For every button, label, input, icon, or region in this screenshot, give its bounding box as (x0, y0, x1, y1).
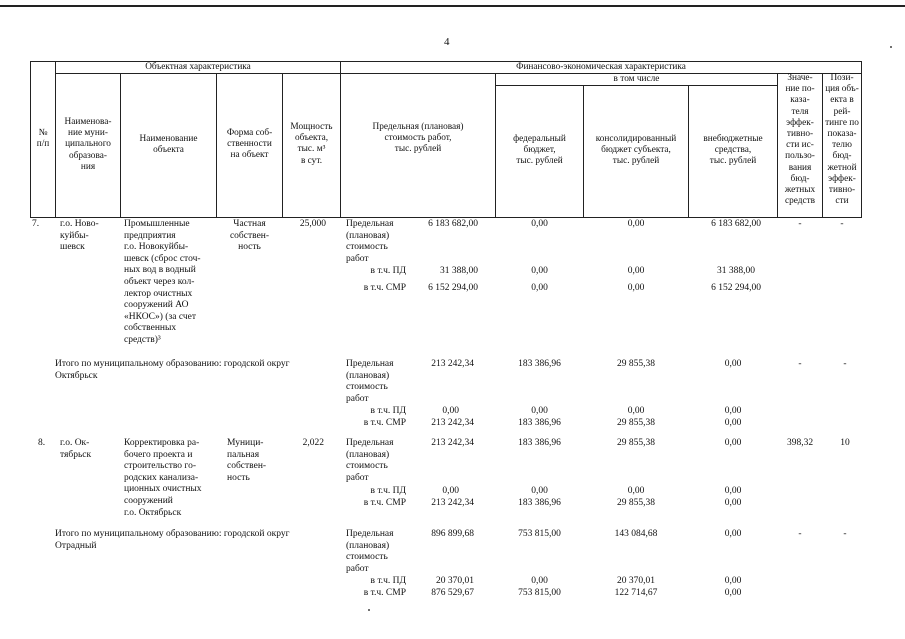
row-consolidated: 29 855,38 (617, 438, 655, 448)
row-offbudget-pd: 31 388,00 (717, 266, 755, 276)
row-offbudget-smr: 0,00 (724, 498, 742, 508)
row-offbudget: 0,00 (724, 438, 742, 448)
row-consolidated: 143 084,68 (614, 529, 658, 539)
row-position: - (840, 219, 844, 229)
row-ownership: Муници- пальная собствен- ность (227, 438, 267, 483)
row-federal-smr: 0,00 (531, 283, 548, 293)
row-offbudget-smr: 6 152 294,00 (711, 283, 761, 293)
header-col-num: № п/п (36, 128, 50, 150)
row-total-smr: 6 152 294,00 (428, 283, 478, 293)
row-federal: 183 386,96 (518, 359, 561, 369)
row-offbudget: 0,00 (724, 529, 742, 539)
row-municipality: г.о. Ок- тябрьск (60, 438, 92, 460)
scan-speck (890, 46, 892, 48)
row-object: Промышленные предприятия г.о. Новокуйбы- шевск (сброс сточ- ных вод в водный объект через кол- лектор очистных сооружений АО «НКОС») (за счет собственных средств)³ (124, 219, 201, 345)
summary-label: Итого по муниципальному образованию: городской округ Октябрьск (55, 359, 290, 381)
row-sub-pd: в т.ч. ПД (370, 486, 406, 496)
row-federal: 183 386,96 (518, 438, 561, 448)
scan-speck (368, 609, 370, 611)
header-col-municipality: Наименова- ние муни- ципального образова- ния (64, 117, 112, 172)
row-total: 213 242,34 (431, 438, 474, 448)
row-total-pd: 31 388,00 (440, 266, 478, 276)
row-capacity: 25,000 (299, 219, 326, 229)
row-sub-smr: в т.ч. СМР (363, 498, 406, 508)
row-offbudget: 6 183 682,00 (711, 219, 761, 229)
row-consolidated-smr: 29 855,38 (617, 418, 655, 428)
row-offbudget-pd: 0,00 (724, 486, 742, 496)
row-cost-label: Предельная (плановая) стоимость работ (346, 529, 394, 574)
row-consolidated-smr: 29 855,38 (617, 498, 655, 508)
header-col-consolidated: консолидированный бюджет субъекта, тыс. рублей (595, 134, 677, 167)
row-efficiency: - (798, 529, 802, 539)
row-consolidated-smr: 122 714,67 (614, 588, 658, 598)
row-total: 6 183 682,00 (428, 219, 478, 229)
row-total-pd: 0,00 (442, 406, 459, 416)
row-total: 896 899,68 (431, 529, 474, 539)
row-federal-pd: 0,00 (531, 266, 548, 276)
row-total-smr: 213 242,34 (431, 418, 474, 428)
row-cost-label: Предельная (плановая) стоимость работ (346, 438, 394, 483)
row-total-pd: 0,00 (442, 486, 459, 496)
header-in-total: в том числе (613, 74, 660, 84)
row-offbudget-smr: 0,00 (724, 588, 742, 598)
row-cost-label: Предельная (плановая) стоимость работ (346, 219, 394, 264)
row-consolidated-pd: 20 370,01 (617, 576, 655, 586)
header-col-offbudget: внебюджетные средства, тыс. рублей (703, 134, 763, 167)
page-number: 4 (444, 36, 450, 48)
row-federal: 753 815,00 (518, 529, 561, 539)
row-total-smr: 213 242,34 (431, 498, 474, 508)
row-cost-label: Предельная (плановая) стоимость работ (346, 359, 394, 404)
row-offbudget-pd: 0,00 (724, 406, 742, 416)
row-sub-pd: в т.ч. ПД (370, 266, 406, 276)
header-col-limit-cost: Предельная (плановая) стоимость работ, тыс. рублей (372, 122, 464, 155)
header-col-ownership: Форма соб- ственности на объект (226, 128, 273, 161)
row-offbudget: 0,00 (724, 359, 742, 369)
row-federal-smr: 183 386,96 (518, 418, 561, 428)
row-efficiency: 398,32 (786, 438, 814, 448)
row-position: - (843, 359, 847, 369)
row-capacity: 2,022 (302, 438, 324, 448)
row-position: - (843, 529, 847, 539)
row-federal-smr: 183 386,96 (518, 498, 561, 508)
row-federal-smr: 753 815,00 (518, 588, 561, 598)
row-total-smr: 876 529,67 (431, 588, 474, 598)
row-consolidated: 29 855,38 (617, 359, 655, 369)
header-col-position: Пози- ция объ- екта в рей- тинге по показа- телю бюд- жетной эффек- тивно- сти (825, 73, 859, 207)
header-col-efficiency: Значе- ние по- каза- теля эффек- тивно- сти ис- пользо- вания бюд- жетных средств (784, 73, 816, 207)
row-consolidated-pd: 0,00 (627, 486, 645, 496)
row-offbudget-pd: 0,00 (724, 576, 742, 586)
row-sub-smr: в т.ч. СМР (363, 588, 406, 598)
row-sub-smr: в т.ч. СМР (363, 418, 406, 428)
top-border-line (0, 5, 905, 7)
row-number: 8. (38, 438, 46, 448)
row-sub-pd: в т.ч. ПД (370, 406, 406, 416)
row-consolidated-smr: 0,00 (627, 283, 645, 293)
header-finance-group: Финансово-экономическая характеристика (516, 62, 686, 72)
row-sub-smr: в т.ч. СМР (363, 283, 406, 293)
row-ownership: Частная собствен- ность (229, 219, 270, 253)
summary-label: Итого по муниципальному образованию: городской округ Отрадный (55, 529, 290, 551)
header-col-object: Наименование объекта (139, 134, 198, 156)
row-efficiency: - (798, 359, 802, 369)
header-col-capacity: Мощность объекта, тыс. м³ в сут. (290, 122, 333, 166)
row-federal-pd: 0,00 (531, 486, 548, 496)
row-federal: 0,00 (531, 219, 548, 229)
row-consolidated: 0,00 (627, 219, 645, 229)
row-municipality: г.о. Ново- куйбы- шевск (60, 219, 99, 253)
row-federal-pd: 0,00 (531, 406, 548, 416)
row-object: Корректировка ра- бочего проекта и строительство го- родских канализа- ционных очистных сооружений г.о. Октябрьск (124, 438, 202, 518)
header-object-group: Объектная характеристика (145, 62, 251, 72)
row-position: 10 (840, 438, 850, 448)
row-offbudget-smr: 0,00 (724, 418, 742, 428)
row-total: 213 242,34 (431, 359, 474, 369)
row-total-pd: 20 370,01 (436, 576, 474, 586)
row-sub-pd: в т.ч. ПД (370, 576, 406, 586)
row-consolidated-pd: 0,00 (627, 406, 645, 416)
row-federal-pd: 0,00 (531, 576, 548, 586)
row-efficiency: - (798, 219, 802, 229)
header-col-federal: федеральный бюджет, тыс. рублей (513, 134, 566, 167)
row-consolidated-pd: 0,00 (627, 266, 645, 276)
row-number: 7. (32, 219, 40, 229)
